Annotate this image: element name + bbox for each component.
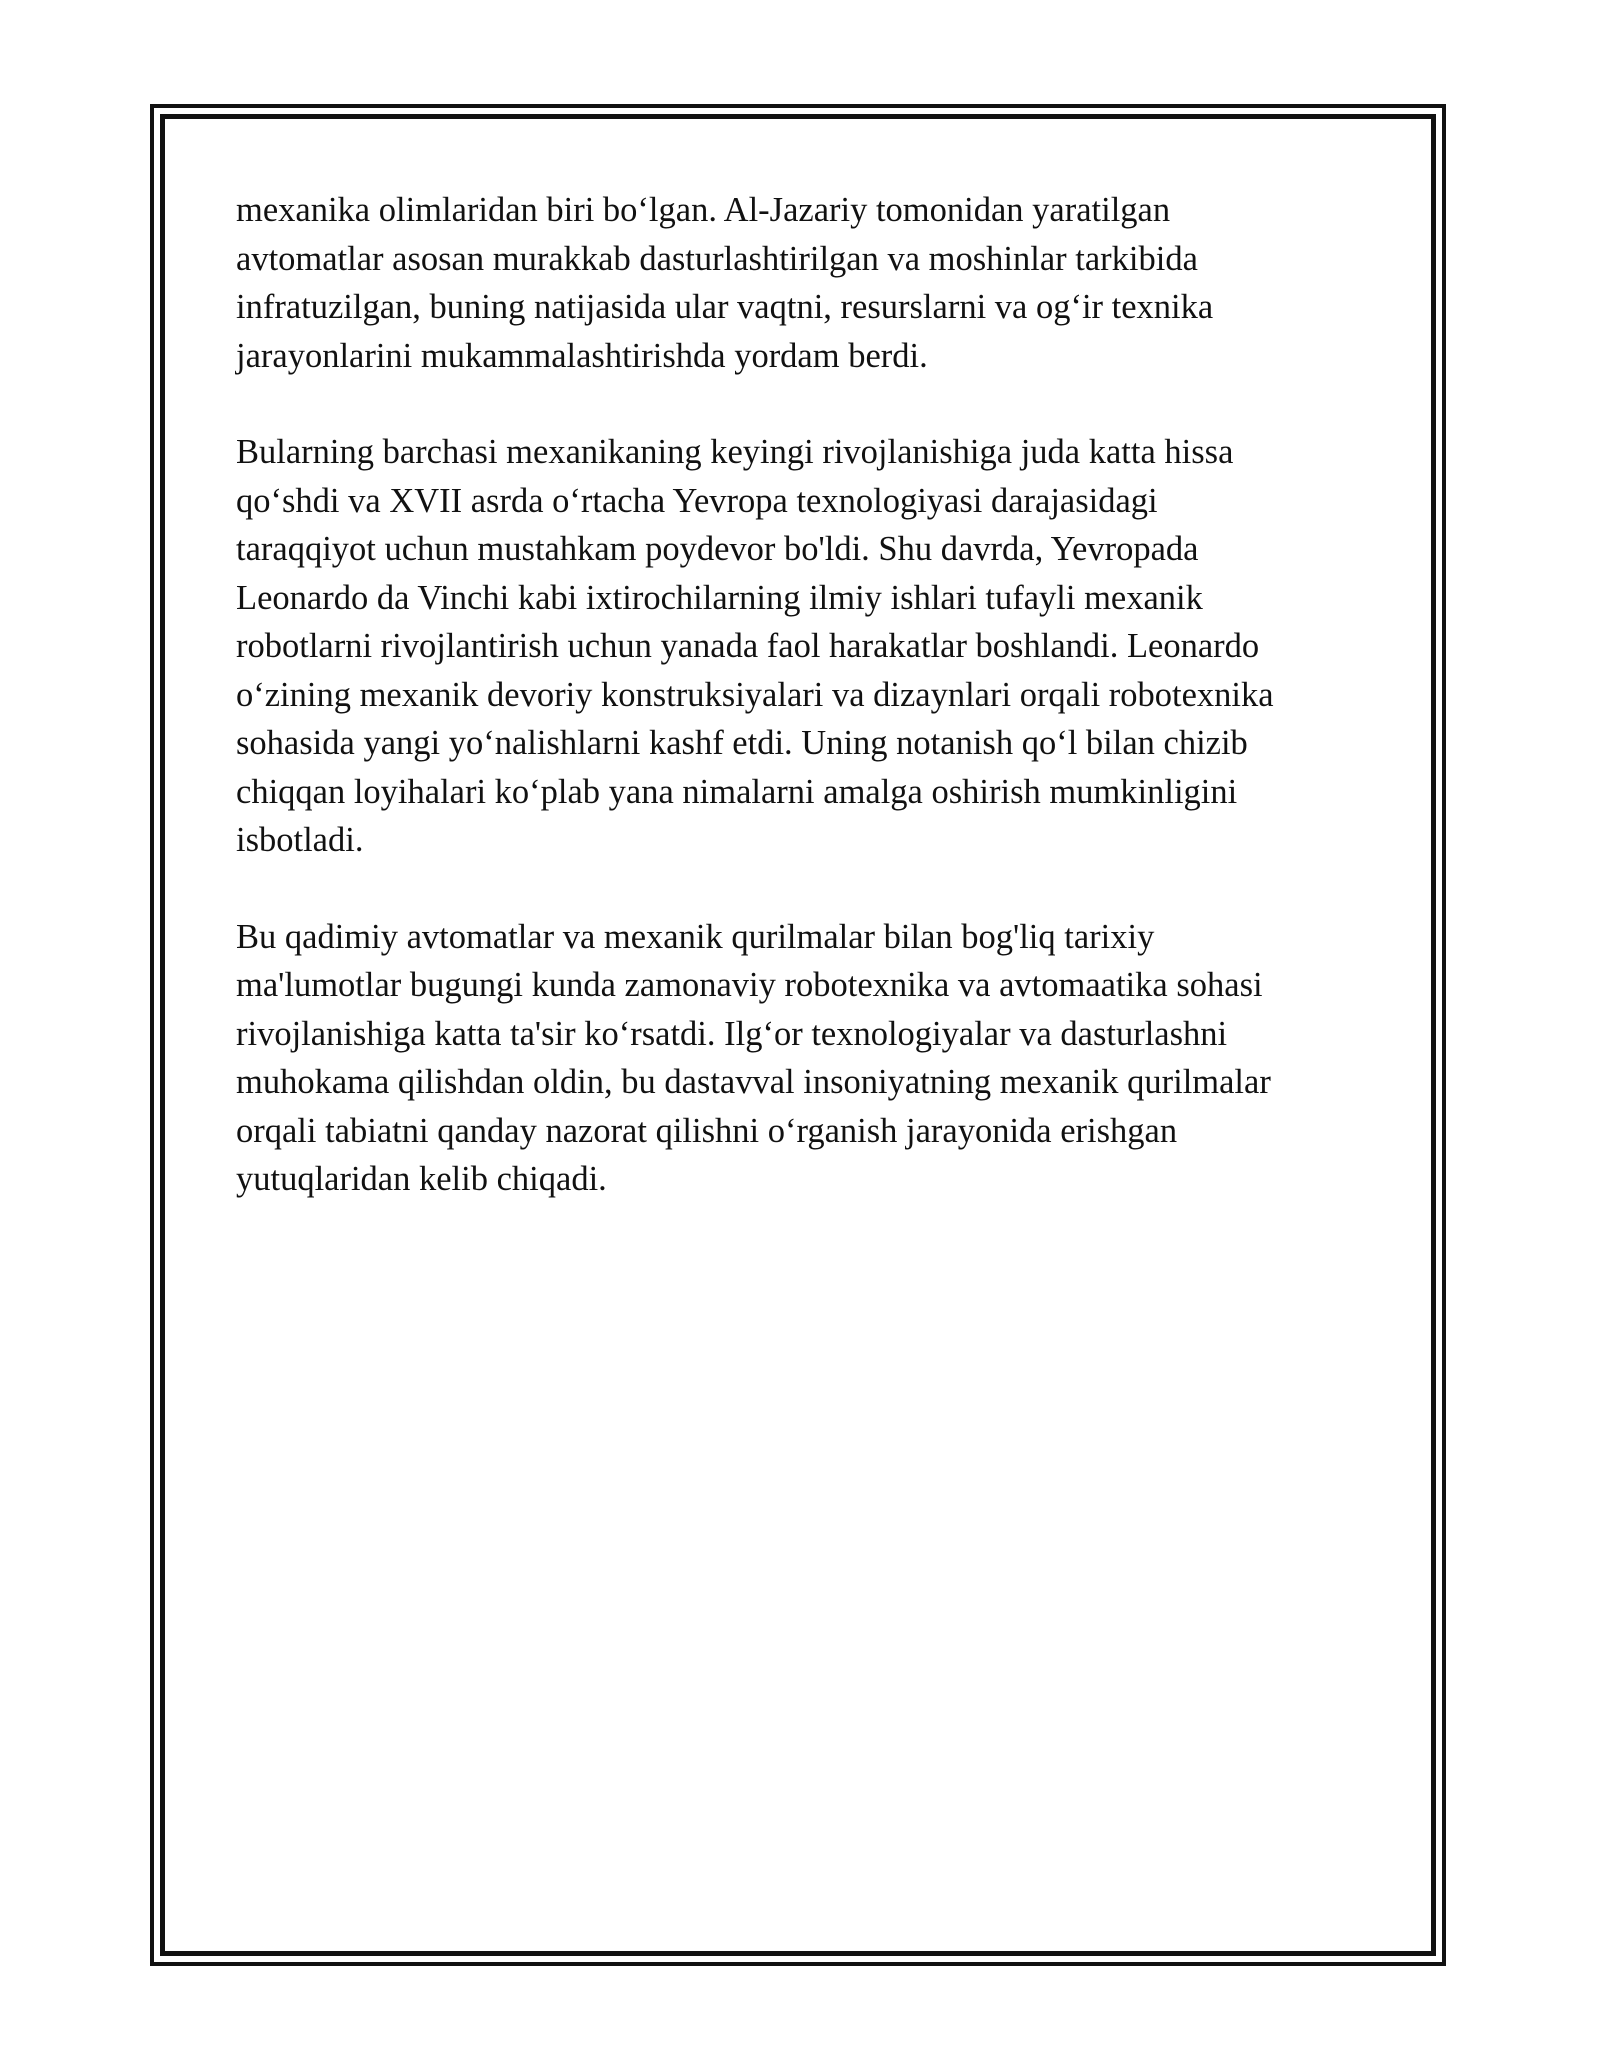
paragraph-line: o‘zining mexanik devoriy konstruksiyalari va dizaynlari orqali robotexnika [236, 675, 1274, 714]
paragraph-line: yutuqlaridan kelib chiqadi. [236, 1160, 607, 1198]
paragraph-1 [236, 186, 1356, 380]
paragraph-line: avtomatlar asosan murakkab dasturlashtirilgan va moshinlar tarkibida [236, 239, 1198, 278]
paragraph-line: orqali tabiatni qanday nazorat qilishni o‘rganish jarayonida erishgan [236, 1111, 1178, 1150]
paragraph-line: Bularning barchasi mexanikaning keyingi rivojlanishiga juda katta hissa [236, 433, 1234, 471]
paragraph-line: chiqqan loyihalari ko‘plab yana nimalarni amalga oshirish mumkinligini [236, 772, 1238, 811]
paragraph-line: rivojlanishiga katta ta'sir ko‘rsatdi. Ilg‘or texnologiyalar va dasturlashni [236, 1014, 1228, 1053]
paragraph-line: robotlarni rivojlantirish uchun yanada faol harakatlar boshlandi. Leonardo [236, 627, 1260, 665]
paragraph-line: taraqqiyot uchun mustahkam poydevor bo'ldi. Shu davrda, Yevropada [236, 530, 1199, 568]
paragraph-line: ma'lumotlar bugungi kunda zamonaviy robotexnika va avtomaatika sohasi [236, 966, 1263, 1004]
paragraph-3 [236, 913, 1356, 1204]
paragraph-2 [236, 428, 1356, 865]
paragraph-line: qo‘shdi va XVII asrda o‘rtacha Yevropa texnologiyasi darajasidagi [236, 481, 1158, 520]
paragraph-line: muhokama qilishdan oldin, bu dastavval insoniyatning mexanik qurilmalar [236, 1063, 1271, 1101]
paragraph-line: Bu qadimiy avtomatlar va mexanik qurilmalar bilan bog'liq tarixiy [236, 917, 1155, 956]
paragraph-line: jarayonlarini mukammalashtirishda yordam berdi. [236, 336, 928, 375]
paragraph-line: sohasida yangi yo‘nalishlarni kashf etdi. Uning notanish qo‘l bilan chizib [236, 724, 1248, 762]
paragraph-line: infratuzilgan, buning natijasida ular vaqtni, resurslarni va og‘ir texnika [236, 288, 1214, 326]
paragraph-line: Leonardo da Vinchi kabi ixtirochilarning ilmiy ishlari tufayli mexanik [236, 578, 1203, 617]
paragraph-line: isbotladi. [236, 821, 364, 859]
paragraph-line: mexanika olimlaridan biri bo‘lgan. Al-Jazariy tomonidan yaratilgan [236, 191, 1171, 229]
document-body [236, 186, 1356, 1252]
